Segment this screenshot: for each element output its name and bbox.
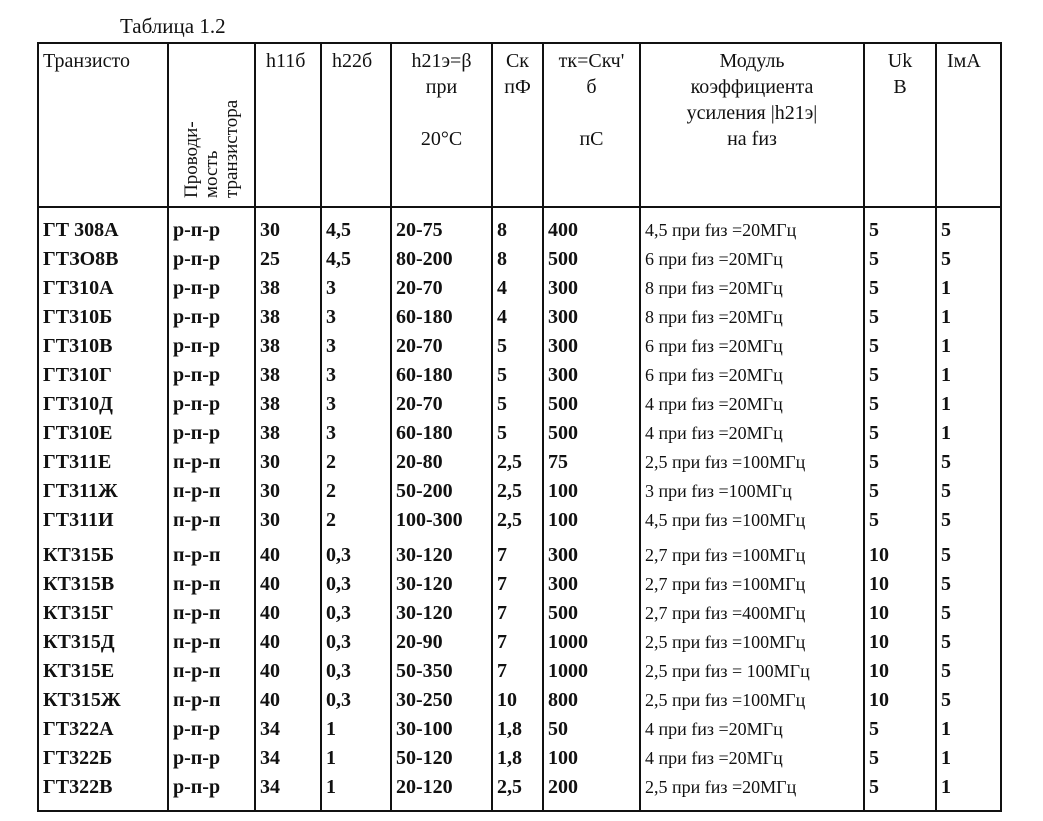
cell-type: ГТ322А bbox=[38, 715, 168, 744]
cell-tk: 300 bbox=[543, 303, 640, 332]
header-conductivity-text: Проводи- мость транзистора bbox=[180, 99, 242, 198]
cell-h21: 20-70 bbox=[391, 332, 492, 361]
cell-h21: 50-350 bbox=[391, 657, 492, 686]
cell-uk: 10 bbox=[864, 628, 936, 657]
cell-conductivity: п-р-п bbox=[168, 570, 255, 599]
header-tk: тк=Скч' б пС bbox=[543, 43, 640, 207]
cell-ck: 5 bbox=[492, 390, 543, 419]
cell-conductivity: р-п-р bbox=[168, 390, 255, 419]
cell-h22: 1 bbox=[321, 744, 391, 773]
cell-type: ГТ322В bbox=[38, 773, 168, 811]
cell-h11: 38 bbox=[255, 390, 321, 419]
cell-module: 4,5 при fиз =20МГц bbox=[640, 207, 864, 245]
cell-ck: 1,8 bbox=[492, 715, 543, 744]
cell-h22: 3 bbox=[321, 332, 391, 361]
cell-type: ГТ311И bbox=[38, 506, 168, 535]
cell-h22: 0,3 bbox=[321, 628, 391, 657]
cell-h21: 30-120 bbox=[391, 570, 492, 599]
cell-im: 1 bbox=[936, 390, 1001, 419]
cell-h21: 60-180 bbox=[391, 303, 492, 332]
cell-conductivity: р-п-р bbox=[168, 773, 255, 811]
cell-type: ГТ311Ж bbox=[38, 477, 168, 506]
transistor-table bbox=[37, 42, 1002, 812]
cell-module: 6 при fиз =20МГц bbox=[640, 361, 864, 390]
cell-h21: 20-75 bbox=[391, 207, 492, 245]
cell-tk: 1000 bbox=[543, 657, 640, 686]
cell-h21: 60-180 bbox=[391, 361, 492, 390]
cell-type: ГТ310Г bbox=[38, 361, 168, 390]
cell-h11: 40 bbox=[255, 628, 321, 657]
cell-h22: 0,3 bbox=[321, 599, 391, 628]
table-row bbox=[38, 361, 1001, 390]
table-caption: Таблица 1.2 bbox=[120, 14, 226, 38]
header-h22: h22б bbox=[321, 43, 391, 207]
cell-h11: 34 bbox=[255, 773, 321, 811]
cell-h11: 38 bbox=[255, 361, 321, 390]
table-row bbox=[38, 599, 1001, 628]
cell-conductivity: р-п-р bbox=[168, 303, 255, 332]
cell-tk: 500 bbox=[543, 390, 640, 419]
cell-type: КТ315Б bbox=[38, 535, 168, 570]
table-row bbox=[38, 506, 1001, 535]
cell-conductivity: р-п-р bbox=[168, 715, 255, 744]
cell-conductivity: р-п-р bbox=[168, 361, 255, 390]
cell-h22: 2 bbox=[321, 448, 391, 477]
cell-im: 1 bbox=[936, 715, 1001, 744]
cell-tk: 50 bbox=[543, 715, 640, 744]
cell-h11: 40 bbox=[255, 657, 321, 686]
cell-h22: 4,5 bbox=[321, 207, 391, 245]
table-row bbox=[38, 686, 1001, 715]
cell-im: 5 bbox=[936, 628, 1001, 657]
cell-module: 2,5 при fиз =100МГц bbox=[640, 686, 864, 715]
cell-type: ГТ322Б bbox=[38, 744, 168, 773]
cell-conductivity: п-р-п bbox=[168, 448, 255, 477]
cell-type: ГТ310Б bbox=[38, 303, 168, 332]
cell-uk: 5 bbox=[864, 207, 936, 245]
cell-h21: 50-120 bbox=[391, 744, 492, 773]
table-row bbox=[38, 448, 1001, 477]
cell-h21: 60-180 bbox=[391, 419, 492, 448]
cell-h11: 40 bbox=[255, 599, 321, 628]
cell-im: 1 bbox=[936, 274, 1001, 303]
cell-h22: 2 bbox=[321, 477, 391, 506]
cell-ck: 2,5 bbox=[492, 448, 543, 477]
cell-uk: 5 bbox=[864, 361, 936, 390]
cell-tk: 300 bbox=[543, 274, 640, 303]
cell-h11: 38 bbox=[255, 332, 321, 361]
cell-uk: 5 bbox=[864, 332, 936, 361]
cell-uk: 10 bbox=[864, 686, 936, 715]
cell-h11: 30 bbox=[255, 448, 321, 477]
cell-ck: 7 bbox=[492, 535, 543, 570]
cell-uk: 5 bbox=[864, 448, 936, 477]
cell-tk: 800 bbox=[543, 686, 640, 715]
cell-h21: 30-100 bbox=[391, 715, 492, 744]
cell-h22: 3 bbox=[321, 419, 391, 448]
cell-module: 2,5 при fиз = 100МГц bbox=[640, 657, 864, 686]
table-row bbox=[38, 535, 1001, 570]
cell-uk: 5 bbox=[864, 245, 936, 274]
cell-h22: 0,3 bbox=[321, 570, 391, 599]
cell-h22: 0,3 bbox=[321, 535, 391, 570]
cell-conductivity: р-п-р bbox=[168, 419, 255, 448]
cell-im: 5 bbox=[936, 686, 1001, 715]
cell-h11: 40 bbox=[255, 686, 321, 715]
cell-type: ГТ310А bbox=[38, 274, 168, 303]
cell-uk: 5 bbox=[864, 274, 936, 303]
cell-h21: 30-250 bbox=[391, 686, 492, 715]
cell-ck: 8 bbox=[492, 207, 543, 245]
cell-conductivity: п-р-п bbox=[168, 477, 255, 506]
cell-module: 6 при fиз =20МГц bbox=[640, 332, 864, 361]
cell-h11: 30 bbox=[255, 506, 321, 535]
table-row bbox=[38, 332, 1001, 361]
table-row bbox=[38, 657, 1001, 686]
cell-im: 5 bbox=[936, 506, 1001, 535]
cell-ck: 7 bbox=[492, 657, 543, 686]
cell-h22: 3 bbox=[321, 274, 391, 303]
cell-type: ГТ310Д bbox=[38, 390, 168, 419]
cell-h11: 34 bbox=[255, 715, 321, 744]
cell-ck: 7 bbox=[492, 628, 543, 657]
cell-module: 3 при fиз =100МГц bbox=[640, 477, 864, 506]
cell-conductivity: р-п-р bbox=[168, 274, 255, 303]
cell-ck: 1,8 bbox=[492, 744, 543, 773]
cell-uk: 5 bbox=[864, 715, 936, 744]
cell-module: 2,7 при fиз =100МГц bbox=[640, 570, 864, 599]
cell-h21: 30-120 bbox=[391, 599, 492, 628]
cell-ck: 2,5 bbox=[492, 506, 543, 535]
cell-h21: 20-70 bbox=[391, 274, 492, 303]
cell-im: 5 bbox=[936, 448, 1001, 477]
cell-type: КТ315Г bbox=[38, 599, 168, 628]
cell-h11: 40 bbox=[255, 570, 321, 599]
cell-uk: 5 bbox=[864, 773, 936, 811]
cell-tk: 1000 bbox=[543, 628, 640, 657]
cell-module: 2,5 при fиз =100МГц bbox=[640, 628, 864, 657]
cell-im: 5 bbox=[936, 599, 1001, 628]
header-uk: Uk B bbox=[864, 43, 936, 207]
cell-ck: 10 bbox=[492, 686, 543, 715]
cell-tk: 500 bbox=[543, 419, 640, 448]
cell-type: КТ315Д bbox=[38, 628, 168, 657]
cell-h22: 2 bbox=[321, 506, 391, 535]
cell-h22: 1 bbox=[321, 715, 391, 744]
cell-module: 8 при fиз =20МГц bbox=[640, 274, 864, 303]
cell-h22: 1 bbox=[321, 773, 391, 811]
header-h21: h21э=β при 20°C bbox=[391, 43, 492, 207]
cell-ck: 2,5 bbox=[492, 477, 543, 506]
table-row bbox=[38, 245, 1001, 274]
table-row bbox=[38, 715, 1001, 744]
cell-uk: 5 bbox=[864, 744, 936, 773]
cell-im: 5 bbox=[936, 570, 1001, 599]
cell-h21: 20-120 bbox=[391, 773, 492, 811]
cell-module: 4 при fиз =20МГц bbox=[640, 744, 864, 773]
cell-type: ГТЗО8В bbox=[38, 245, 168, 274]
header-name: Транзисто bbox=[38, 43, 168, 207]
cell-module: 8 при fиз =20МГц bbox=[640, 303, 864, 332]
cell-conductivity: п-р-п bbox=[168, 628, 255, 657]
cell-module: 2,5 при fиз =20МГц bbox=[640, 773, 864, 811]
cell-ck: 4 bbox=[492, 274, 543, 303]
cell-uk: 5 bbox=[864, 477, 936, 506]
cell-uk: 10 bbox=[864, 570, 936, 599]
header-im: IмА bbox=[936, 43, 1001, 207]
cell-h11: 38 bbox=[255, 419, 321, 448]
cell-h22: 0,3 bbox=[321, 657, 391, 686]
table-row bbox=[38, 390, 1001, 419]
cell-tk: 300 bbox=[543, 361, 640, 390]
cell-h11: 30 bbox=[255, 207, 321, 245]
cell-h21: 30-120 bbox=[391, 535, 492, 570]
cell-module: 4,5 при fиз =100МГц bbox=[640, 506, 864, 535]
table-row bbox=[38, 744, 1001, 773]
cell-tk: 75 bbox=[543, 448, 640, 477]
cell-uk: 5 bbox=[864, 419, 936, 448]
cell-conductivity: р-п-р bbox=[168, 245, 255, 274]
cell-h22: 0,3 bbox=[321, 686, 391, 715]
cell-h22: 4,5 bbox=[321, 245, 391, 274]
cell-h22: 3 bbox=[321, 303, 391, 332]
cell-uk: 5 bbox=[864, 303, 936, 332]
cell-type: КТ315Ж bbox=[38, 686, 168, 715]
cell-im: 5 bbox=[936, 657, 1001, 686]
cell-h21: 20-90 bbox=[391, 628, 492, 657]
cell-module: 2,7 при fиз =100МГц bbox=[640, 535, 864, 570]
cell-tk: 500 bbox=[543, 245, 640, 274]
cell-h22: 3 bbox=[321, 390, 391, 419]
table-row bbox=[38, 419, 1001, 448]
cell-conductivity: п-р-п bbox=[168, 686, 255, 715]
cell-conductivity: п-р-п bbox=[168, 657, 255, 686]
cell-im: 1 bbox=[936, 773, 1001, 811]
cell-h11: 30 bbox=[255, 477, 321, 506]
cell-ck: 8 bbox=[492, 245, 543, 274]
cell-h11: 40 bbox=[255, 535, 321, 570]
table-row bbox=[38, 628, 1001, 657]
cell-tk: 100 bbox=[543, 506, 640, 535]
cell-im: 1 bbox=[936, 303, 1001, 332]
table-row bbox=[38, 570, 1001, 599]
cell-tk: 300 bbox=[543, 570, 640, 599]
cell-h21: 80-200 bbox=[391, 245, 492, 274]
cell-tk: 100 bbox=[543, 744, 640, 773]
cell-tk: 100 bbox=[543, 477, 640, 506]
cell-ck: 7 bbox=[492, 570, 543, 599]
header-h11: h11б bbox=[255, 43, 321, 207]
cell-im: 5 bbox=[936, 207, 1001, 245]
cell-uk: 10 bbox=[864, 657, 936, 686]
cell-ck: 5 bbox=[492, 332, 543, 361]
cell-conductivity: р-п-р bbox=[168, 207, 255, 245]
table-row bbox=[38, 477, 1001, 506]
cell-type: ГТ 308А bbox=[38, 207, 168, 245]
cell-tk: 300 bbox=[543, 332, 640, 361]
cell-conductivity: п-р-п bbox=[168, 599, 255, 628]
cell-ck: 4 bbox=[492, 303, 543, 332]
cell-module: 2,5 при fиз =100МГц bbox=[640, 448, 864, 477]
cell-type: ГТ311Е bbox=[38, 448, 168, 477]
cell-h21: 50-200 bbox=[391, 477, 492, 506]
cell-uk: 10 bbox=[864, 535, 936, 570]
cell-tk: 500 bbox=[543, 599, 640, 628]
cell-im: 5 bbox=[936, 245, 1001, 274]
cell-uk: 10 bbox=[864, 599, 936, 628]
cell-tk: 400 bbox=[543, 207, 640, 245]
header-module: Модуль коэффициента усиления |h21э| на fиз bbox=[640, 43, 864, 207]
cell-type: ГТ310Е bbox=[38, 419, 168, 448]
cell-type: КТ315В bbox=[38, 570, 168, 599]
cell-h21: 100-300 bbox=[391, 506, 492, 535]
cell-im: 1 bbox=[936, 332, 1001, 361]
cell-h11: 25 bbox=[255, 245, 321, 274]
cell-im: 1 bbox=[936, 744, 1001, 773]
cell-conductivity: р-п-р bbox=[168, 744, 255, 773]
cell-h21: 20-70 bbox=[391, 390, 492, 419]
cell-h11: 38 bbox=[255, 274, 321, 303]
cell-module: 4 при fиз =20МГц bbox=[640, 419, 864, 448]
cell-conductivity: п-р-п bbox=[168, 535, 255, 570]
header-ck: Ск пФ bbox=[492, 43, 543, 207]
cell-im: 5 bbox=[936, 535, 1001, 570]
cell-im: 1 bbox=[936, 419, 1001, 448]
cell-type: ГТ310В bbox=[38, 332, 168, 361]
header-conductivity bbox=[168, 43, 255, 207]
cell-im: 5 bbox=[936, 477, 1001, 506]
cell-h11: 34 bbox=[255, 744, 321, 773]
table-row bbox=[38, 303, 1001, 332]
cell-conductivity: п-р-п bbox=[168, 506, 255, 535]
cell-ck: 7 bbox=[492, 599, 543, 628]
cell-module: 4 при fиз =20МГц bbox=[640, 390, 864, 419]
table-row bbox=[38, 207, 1001, 245]
cell-tk: 200 bbox=[543, 773, 640, 811]
cell-type: КТ315Е bbox=[38, 657, 168, 686]
cell-im: 1 bbox=[936, 361, 1001, 390]
cell-ck: 2,5 bbox=[492, 773, 543, 811]
table-row bbox=[38, 274, 1001, 303]
cell-uk: 5 bbox=[864, 506, 936, 535]
cell-h11: 38 bbox=[255, 303, 321, 332]
cell-ck: 5 bbox=[492, 361, 543, 390]
cell-uk: 5 bbox=[864, 390, 936, 419]
cell-ck: 5 bbox=[492, 419, 543, 448]
table-row bbox=[38, 773, 1001, 811]
cell-conductivity: р-п-р bbox=[168, 332, 255, 361]
cell-module: 2,7 при fиз =400МГц bbox=[640, 599, 864, 628]
cell-h22: 3 bbox=[321, 361, 391, 390]
cell-tk: 300 bbox=[543, 535, 640, 570]
table-body bbox=[38, 207, 1001, 811]
cell-module: 4 при fиз =20МГц bbox=[640, 715, 864, 744]
cell-h21: 20-80 bbox=[391, 448, 492, 477]
cell-module: 6 при fиз =20МГц bbox=[640, 245, 864, 274]
header-row bbox=[38, 43, 1001, 207]
